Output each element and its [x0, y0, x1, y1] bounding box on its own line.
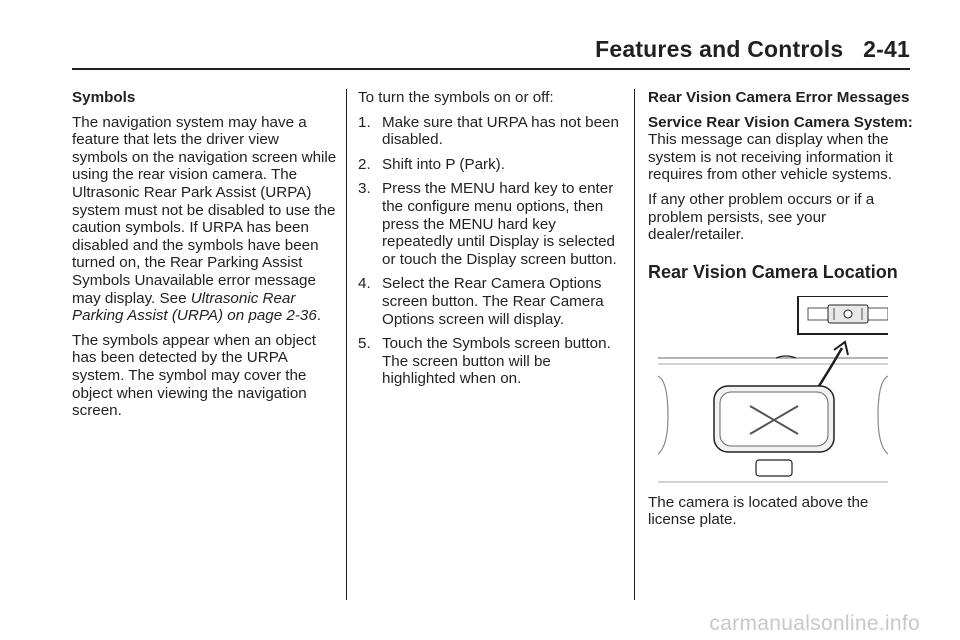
camera-location-illustration-svg: [656, 296, 888, 486]
symbols-heading: Symbols: [72, 89, 136, 106]
error-messages-heading: Rear Vision Camera Error Messages: [648, 89, 910, 106]
list-item: [358, 180, 624, 268]
column-divider-1: [346, 89, 347, 600]
list-item: [358, 275, 624, 328]
step-number: 4.: [358, 275, 371, 293]
error-message-entry: [648, 114, 913, 184]
step-text: Make sure that URPA has not been disabled.: [382, 113, 619, 149]
camera-location-illustration: [656, 296, 888, 486]
dealer-paragraph: If any other problem occurs or if a problem persists, see your dealer/retailer.: [648, 190, 875, 244]
step-text: Select the Rear Camera Options screen button. The Rear Camera Options screen will display.: [382, 275, 604, 328]
column-steps: [358, 89, 624, 395]
symbols-paragraph-1-text: The navigation system may have a feature that lets the driver view symbols on the navigation screen while using the rear vision camera. The Ultrasonic Rear Park Assist (URPA) system must not be disabled to use the caution symbols. If URPA has been disabled and the symbols have been turned on, the Rear Parking Assist Symbols Unavailable error message may display. See: [72, 113, 337, 307]
header-rule: [72, 68, 910, 70]
page-title: Features and Controls 2-41: [595, 36, 910, 62]
symbols-paragraph-1-end: .: [316, 307, 322, 325]
section-title: Rear Vision Camera Location: [648, 261, 898, 282]
steps-intro: To turn the symbols on or off:: [358, 89, 554, 106]
step-number: 1.: [358, 113, 371, 131]
column-symbols: [72, 89, 338, 427]
step-number: 5.: [358, 335, 371, 353]
urpa-page-reference[interactable]: Ultrasonic Rear Parking Assist (URPA) on page 2-36: [72, 289, 317, 325]
list-item: [358, 156, 624, 174]
step-text: Shift into P (Park).: [382, 155, 505, 173]
symbols-paragraph-1: [72, 114, 338, 325]
error-message-title: Service Rear Vision Camera System:: [648, 113, 913, 131]
step-text: Press the MENU hard key to enter the configure menu options, then press the MENU hard key repeatedly until Display is selected or touch the Display screen button.: [382, 180, 617, 268]
watermark: carmanualsonline.info: [709, 612, 920, 635]
error-message-text: This message can display when the system is not receiving information it requires from other vehicle systems.: [648, 131, 893, 184]
step-number: 2.: [358, 155, 371, 173]
list-item: [358, 335, 624, 388]
column-divider-2: [634, 89, 635, 600]
symbols-paragraph-2: The symbols appear when an object has been detected by the URPA system. The symbol may cover the object when viewing the navigation screen.: [72, 331, 316, 420]
page-header: [72, 36, 910, 70]
list-item: [358, 114, 624, 149]
steps-list: [358, 114, 624, 388]
column-camera: [648, 89, 913, 536]
step-number: 3.: [358, 180, 371, 198]
camera-location-caption: The camera is located above the license plate.: [648, 493, 869, 529]
step-text: Touch the Symbols screen button. The screen button will be highlighted when on.: [382, 335, 611, 388]
